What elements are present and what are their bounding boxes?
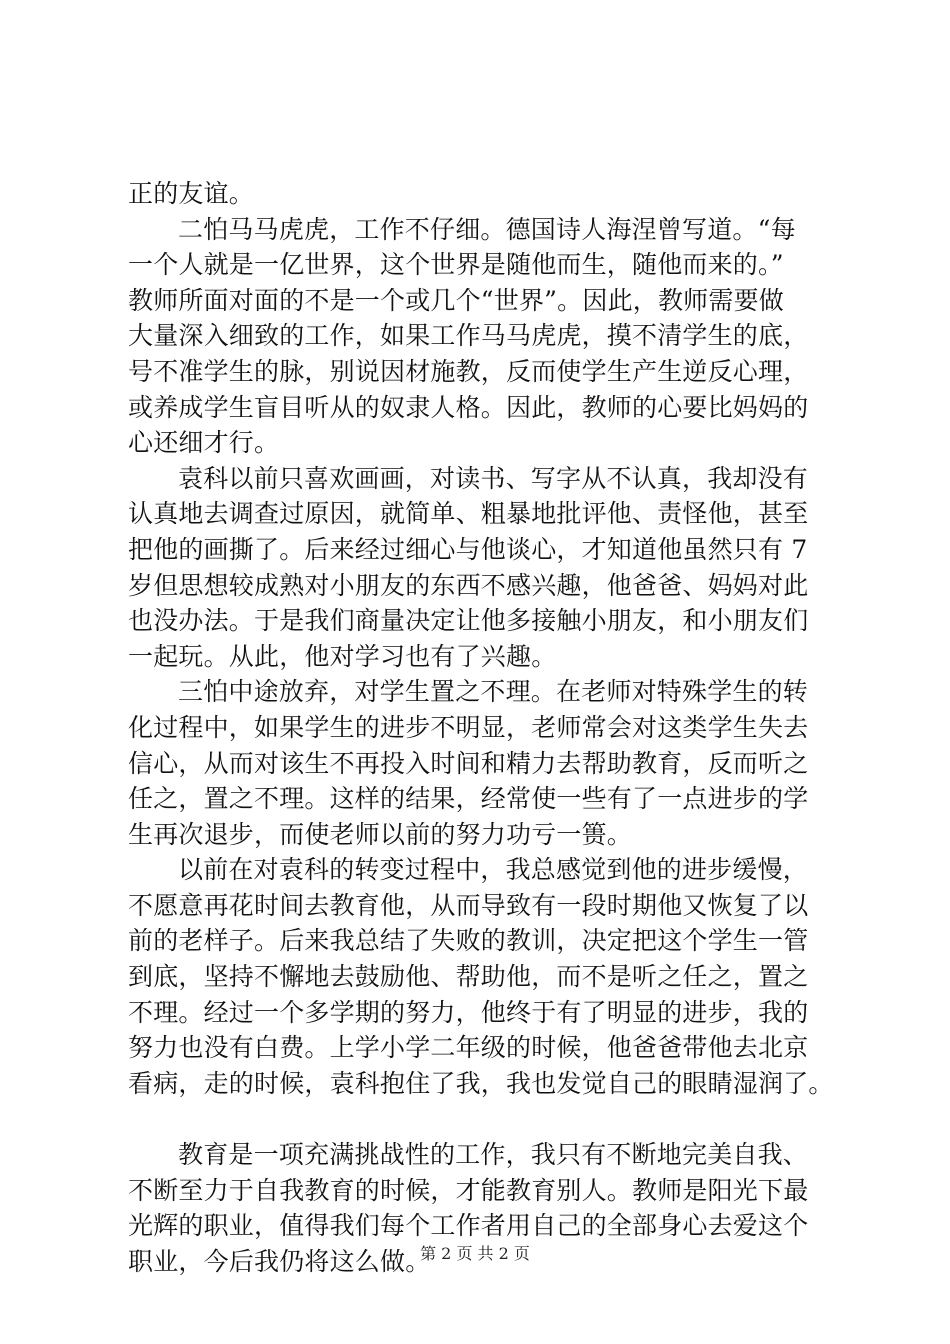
text-line: 一起玩。从此，他对学习也有了兴趣。: [128, 641, 557, 671]
text-line: 教师所面对面的不是一个或几个“世界”。因此，教师需要做: [128, 285, 784, 315]
text-line: 号不准学生的脉，别说因材施教，反而使学生产生逆反心理，: [128, 356, 809, 386]
text-line: 到底，坚持不懈地去鼓励他、帮助他，而不是听之任之，置之: [128, 962, 809, 992]
text-line: 前的老样子。后来我总结了失败的教训，决定把这个学生一管: [128, 926, 809, 956]
text-line: 把他的画撕了。后来经过细心与他谈心，才知道他虽然只有 7: [128, 534, 808, 564]
text-line: 心还细才行。: [128, 428, 280, 458]
paragraph: [128, 461, 828, 675]
text-line: 认真地去调查过原因，就简单、粗暴地批评他、责怪他，甚至: [128, 499, 809, 529]
text-line: 二怕马马虎虎，工作不仔细。德国诗人海涅曾写道。“每: [178, 214, 796, 244]
text-line: 也没办法。于是我们商量决定让他多接触小朋友，和小朋友们: [128, 606, 809, 636]
paragraph: [128, 852, 834, 1101]
paragraph: [128, 176, 828, 212]
text-line: 任之，置之不理。这样的结果，经常使一些有了一点进步的学: [128, 784, 809, 814]
text-line: 职业，今后我仍将这么做。: [128, 1246, 431, 1276]
text-line: 化过程中，如果学生的进步不明显，老师常会对这类学生失去: [128, 712, 809, 742]
text-line: 正的友谊。: [128, 179, 255, 208]
text-line: 岁但思想较成熟对小朋友的东西不感兴趣，他爸爸、妈妈对此: [128, 570, 809, 600]
text-line: 一个人就是一亿世界，这个世界是随他而生，随他而来的。”: [128, 250, 784, 280]
text-line: 不断至力于自我教育的时候，才能教育别人。教师是阳光下最: [128, 1175, 809, 1205]
page-footer: [0, 1242, 950, 1266]
text-line: 大量深入细致的工作，如果工作马马虎虎，摸不清学生的底，: [128, 321, 809, 351]
paragraph-spacer: [128, 1101, 828, 1137]
text-line: 不愿意再花时间去教育他，从而导致有一段时期他又恢复了以: [128, 890, 809, 920]
paragraph: [128, 674, 828, 852]
text-line: 教育是一项充满挑战性的工作，我只有不断地完美自我、: [178, 1140, 809, 1170]
document-body: [128, 176, 834, 1279]
text-line: 袁科以前只喜欢画画，对读书、写字从不认真，我却没有: [178, 463, 809, 493]
text-line: 三怕中途放弃，对学生置之不理。在老师对特殊学生的转: [178, 677, 809, 707]
paragraph: [128, 212, 828, 461]
text-line: 或养成学生盲目听从的奴隶人格。因此，教师的心要比妈妈的: [128, 392, 809, 422]
text-line: 光辉的职业，值得我们每个工作者用自己的全部身心去爱这个: [128, 1211, 809, 1241]
text-line: 信心，从而对该生不再投入时间和精力去帮助教育，反而听之: [128, 748, 809, 778]
text-line: 努力也没有白费。上学小学二年级的时候，他爸爸带他去北京: [128, 1033, 809, 1063]
text-line: 以前在对袁科的转变过程中，我总感觉到他的进步缓慢，: [178, 855, 809, 885]
text-line: 看病，走的时候，袁科抱住了我，我也发觉自己的眼睛湿润了。: [128, 1068, 834, 1098]
page-number: 第 2 页 共 2 页: [420, 1244, 530, 1263]
text-line: 生再次退步，而使老师以前的努力功亏一篑。: [128, 819, 633, 849]
text-line: 不理。经过一个多学期的努力，他终于有了明显的进步，我的: [128, 997, 809, 1027]
